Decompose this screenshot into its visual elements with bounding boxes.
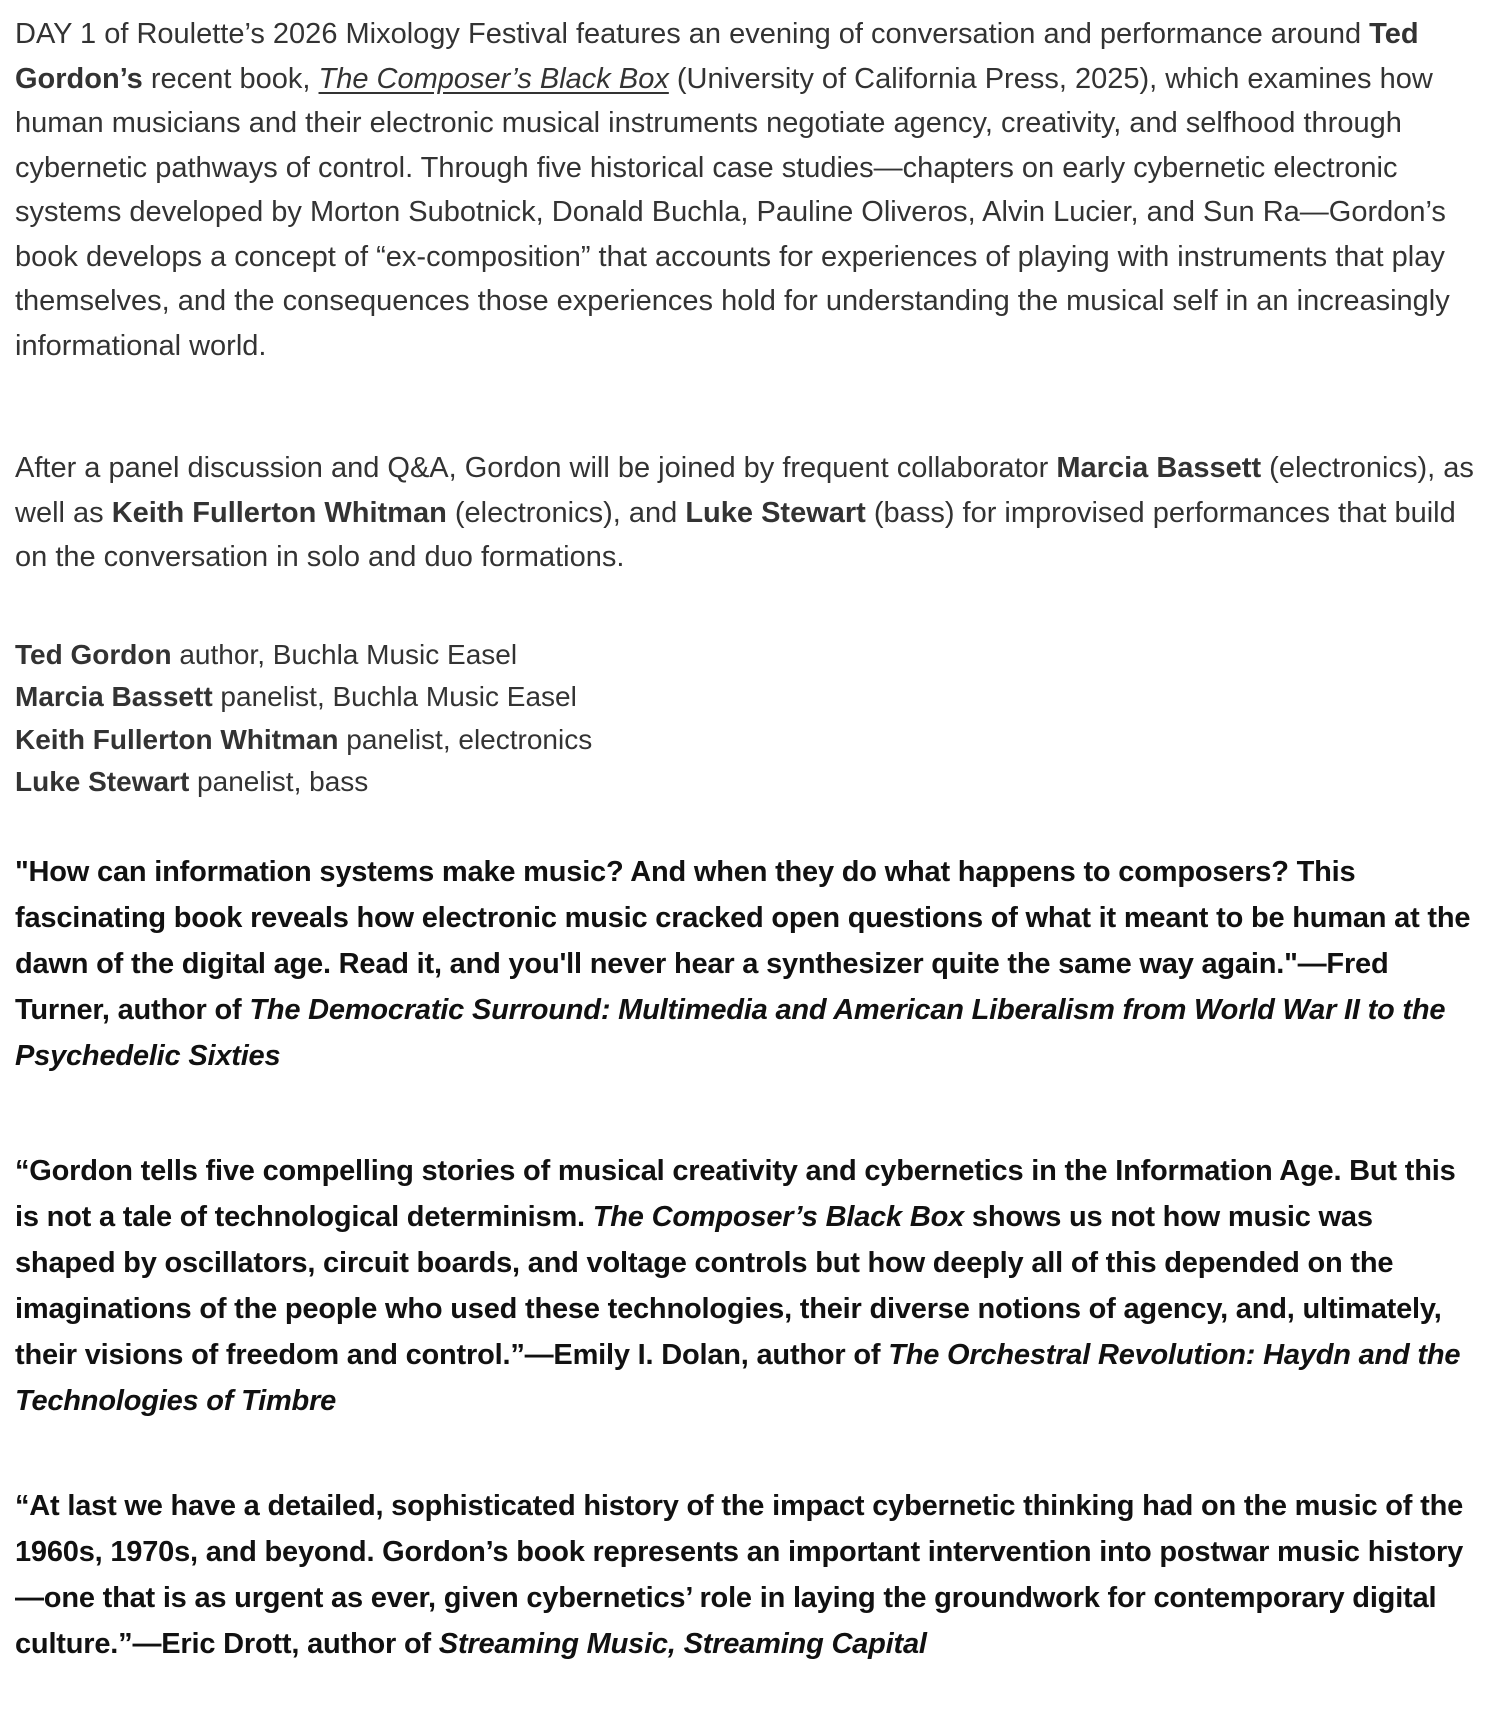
text-run: DAY 1 of Roulette’s 2026 Mixology Festival features an evening of conversation and performance around bbox=[15, 18, 1370, 50]
book-title: The Orchestral Revolution: Haydn and the Technologies of Timbre bbox=[15, 1338, 1461, 1417]
person-role: author, Buchla Music Easel bbox=[171, 638, 518, 670]
person-name: Luke Stewart bbox=[685, 496, 866, 529]
text-run: “Gordon tells five compelling stories of musical creativity and cybernetics in the Information Age. But this is not a tale of technological determinism. bbox=[15, 1154, 1456, 1233]
text-run: “At last we have a detailed, sophisticated history of the impact cybernetic thinking had on the music of the 1960s, 1970s, and beyond. Gordon’s book represents an important intervention into postwar music history—one that is as urgent as ever, given cybernetics’ role in laying the groundwork for contemporary digital culture.”—Eric Drott, author of bbox=[15, 1489, 1464, 1660]
review-quote-emily-dolan bbox=[15, 1148, 1476, 1424]
text-run: (bass) for improvised performances that build on the conversation in solo and duo formations. bbox=[15, 496, 1456, 573]
person-name: Luke Stewart bbox=[15, 766, 190, 797]
person-name: Marcia Bassett bbox=[1056, 452, 1262, 484]
person-role: panelist, electronics bbox=[338, 723, 593, 755]
book-title: The Composer’s Black Box bbox=[592, 1200, 965, 1233]
person-role: panelist, Buchla Music Easel bbox=[212, 681, 577, 712]
text-run: "How can information systems make music? And when they do what happens to composers? This fascinating book reveals how electronic music cracked open questions of what it meant to be human at the dawn of the digital age. Read it, and you'll never hear a synthesizer quite the same way again."—Fred Turner, author of bbox=[15, 855, 1471, 1026]
text-run: (electronics), as well as bbox=[15, 452, 1474, 529]
text-run: shows us not how music was shaped by oscillators, circuit boards, and voltage controls but how deeply all of this depended on the imaginations of the people who used these technologies, their diverse notions of agency, and, ultimately, their visions of freedom and control.”—Emily I. Dolan, author of bbox=[15, 1200, 1442, 1371]
review-quote-eric-drott bbox=[15, 1483, 1476, 1667]
person-name: Marcia Bassett bbox=[15, 681, 213, 712]
person-name: Ted Gordon bbox=[15, 638, 172, 670]
review-quote-fred-turner bbox=[15, 849, 1476, 1079]
book-title: Streaming Music, Streaming Capital bbox=[438, 1627, 927, 1660]
text-run: recent book, bbox=[142, 62, 319, 95]
lineup-paragraph bbox=[15, 446, 1476, 580]
person-name: Keith Fullerton Whitman bbox=[111, 496, 447, 529]
credits-list bbox=[15, 634, 1476, 804]
person-name: Ted Gordon’s bbox=[15, 18, 1419, 95]
person-name: Keith Fullerton Whitman bbox=[15, 723, 339, 755]
person-role: panelist, bass bbox=[189, 766, 369, 797]
intro-paragraph bbox=[15, 12, 1476, 368]
text-run: (electronics), and bbox=[446, 496, 686, 529]
text-run: After a panel discussion and Q&A, Gordon will be joined by frequent collaborator bbox=[15, 452, 1057, 484]
book-title: The Democratic Surround: Multimedia and American Liberalism from World War II to the Psychedelic Sixties bbox=[15, 993, 1446, 1072]
text-run: (University of California Press, 2025), which examines how human musicians and their electronic musical instruments negotiate agency, creativity, and selfhood through cybernetic pathways of control. Through five historical case studies—chapters on early cybernetic electronic systems developed by Morton Subotnick, Donald Buchla, Pauline Oliveros, Alvin Lucier, and Sun Ra—Gordon’s book develops a concept of “ex-composition” that accounts for experiences of playing with instruments that play themselves, and the consequences those experiences hold for understanding the musical self in an increasingly informational world. bbox=[15, 62, 1450, 362]
book-title-link[interactable]: The Composer’s Black Box bbox=[318, 62, 669, 95]
